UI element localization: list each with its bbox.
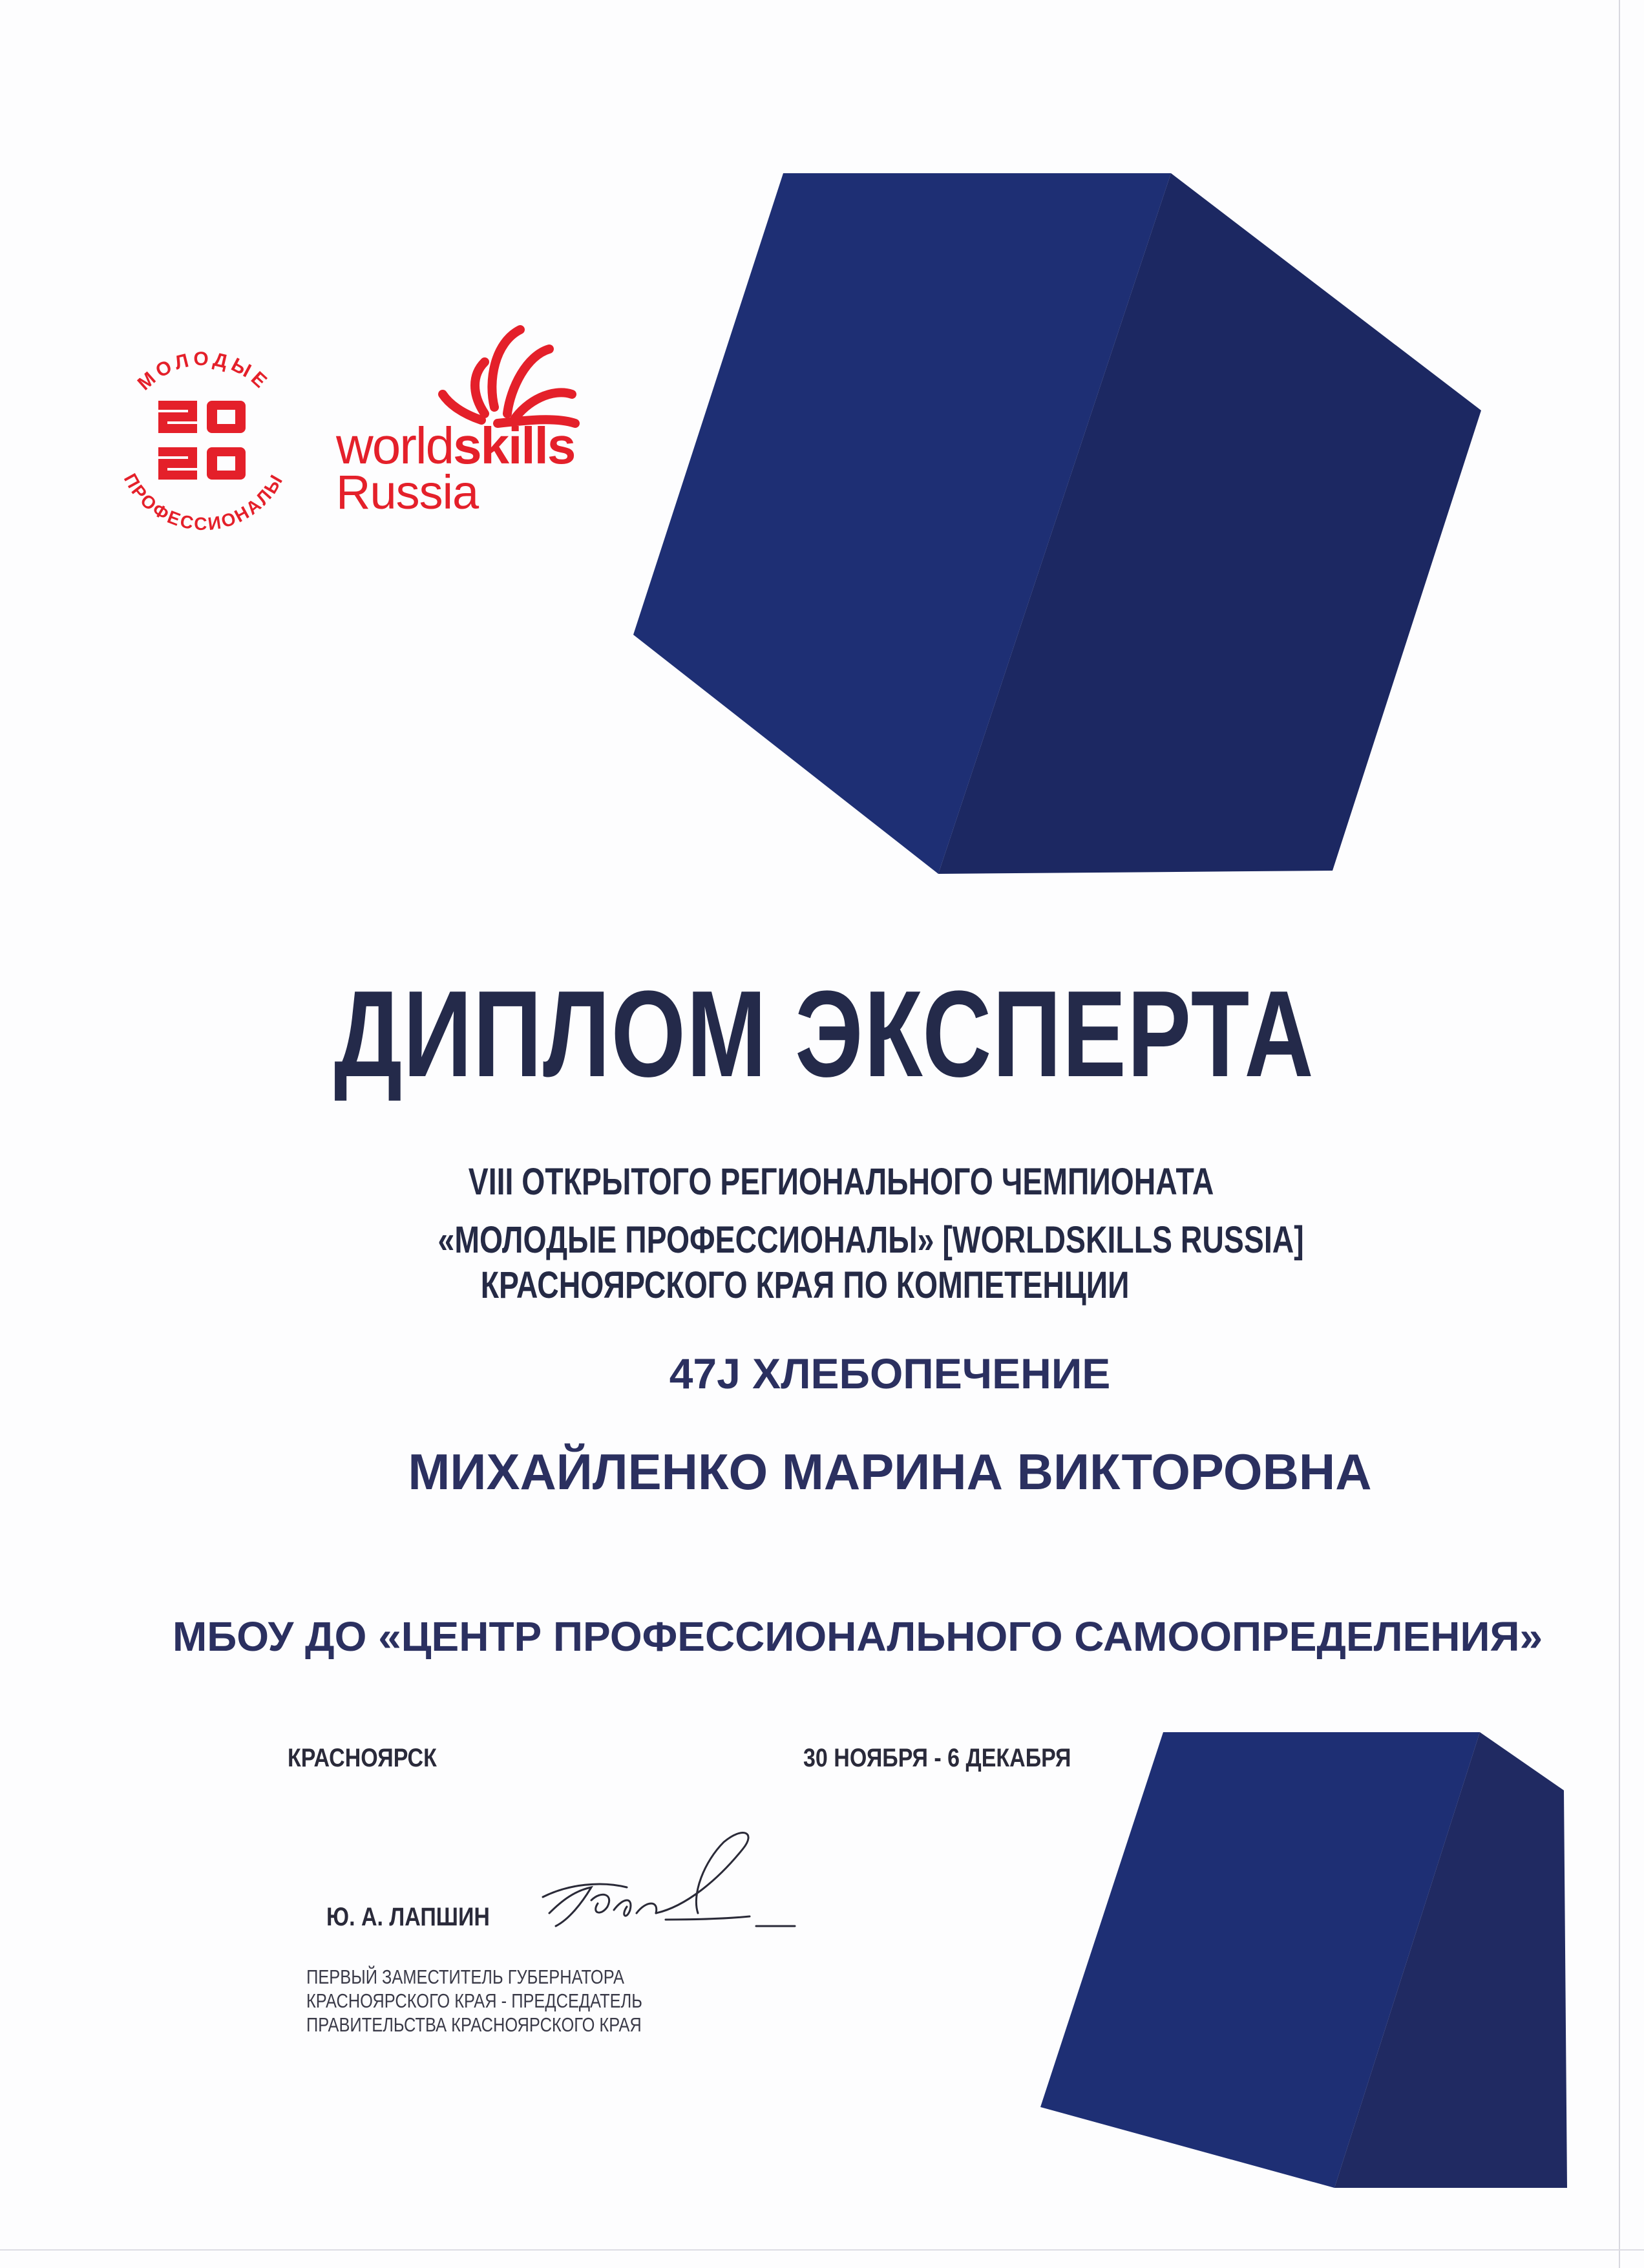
championship-line-2: «МОЛОДЫЕ ПРОФЕССИОНАЛЫ» [WORLDSKILLS RUSSIA] bbox=[437, 1219, 1304, 1261]
signatory-position-line-2: КРАСНОЯРСКОГО КРАЯ - ПРЕДСЕДАТЕЛЬ bbox=[306, 1989, 642, 2013]
worldskills-region: Russia bbox=[336, 465, 479, 519]
logo-digits-2020 bbox=[158, 401, 246, 480]
worldskills-wordmark: worldskills bbox=[336, 417, 575, 474]
signatory-position bbox=[306, 1965, 642, 2037]
competence-name: 47J ХЛЕБОПЕЧЕНИЕ bbox=[669, 1350, 1111, 1397]
svg-text:ПРОФЕССИОНАЛЫ: ПРОФЕССИОНАЛЫ bbox=[120, 470, 288, 535]
event-city: КРАСНОЯРСК bbox=[288, 1744, 437, 1772]
diploma-title: ДИПЛОМ ЭКСПЕРТА bbox=[333, 966, 1315, 1103]
organization-name: МБОУ ДО «ЦЕНТР ПРОФЕССИОНАЛЬНОГО САМООПРЕДЕЛЕНИЯ» bbox=[172, 1613, 1543, 1660]
svg-text:МОЛОДЫЕ: МОЛОДЫЕ bbox=[133, 348, 274, 395]
young-professionals-logo bbox=[97, 336, 310, 549]
signature-mark bbox=[530, 1823, 801, 1952]
signatory-position-line-3: ПРАВИТЕЛЬСТВА КРАСНОЯРСКОГО КРАЯ bbox=[306, 2013, 642, 2037]
signatory-name: Ю. А. ЛАПШИН bbox=[326, 1903, 490, 1931]
signatory-position-line-1: ПЕРВЫЙ ЗАМЕСТИТЕЛЬ ГУБЕРНАТОРА bbox=[306, 1966, 624, 1988]
championship-line-1: VIII ОТКРЫТОГО РЕГИОНАЛЬНОГО ЧЕМПИОНАТА bbox=[468, 1161, 1214, 1203]
event-dates: 30 НОЯБРЯ - 6 ДЕКАБРЯ bbox=[803, 1744, 1071, 1772]
championship-line-3: КРАСНОЯРСКОГО КРАЯ ПО КОМПЕТЕНЦИИ bbox=[480, 1264, 1130, 1306]
recipient-name: МИХАЙЛЕНКО МАРИНА ВИКТОРОВНА bbox=[408, 1443, 1372, 1500]
